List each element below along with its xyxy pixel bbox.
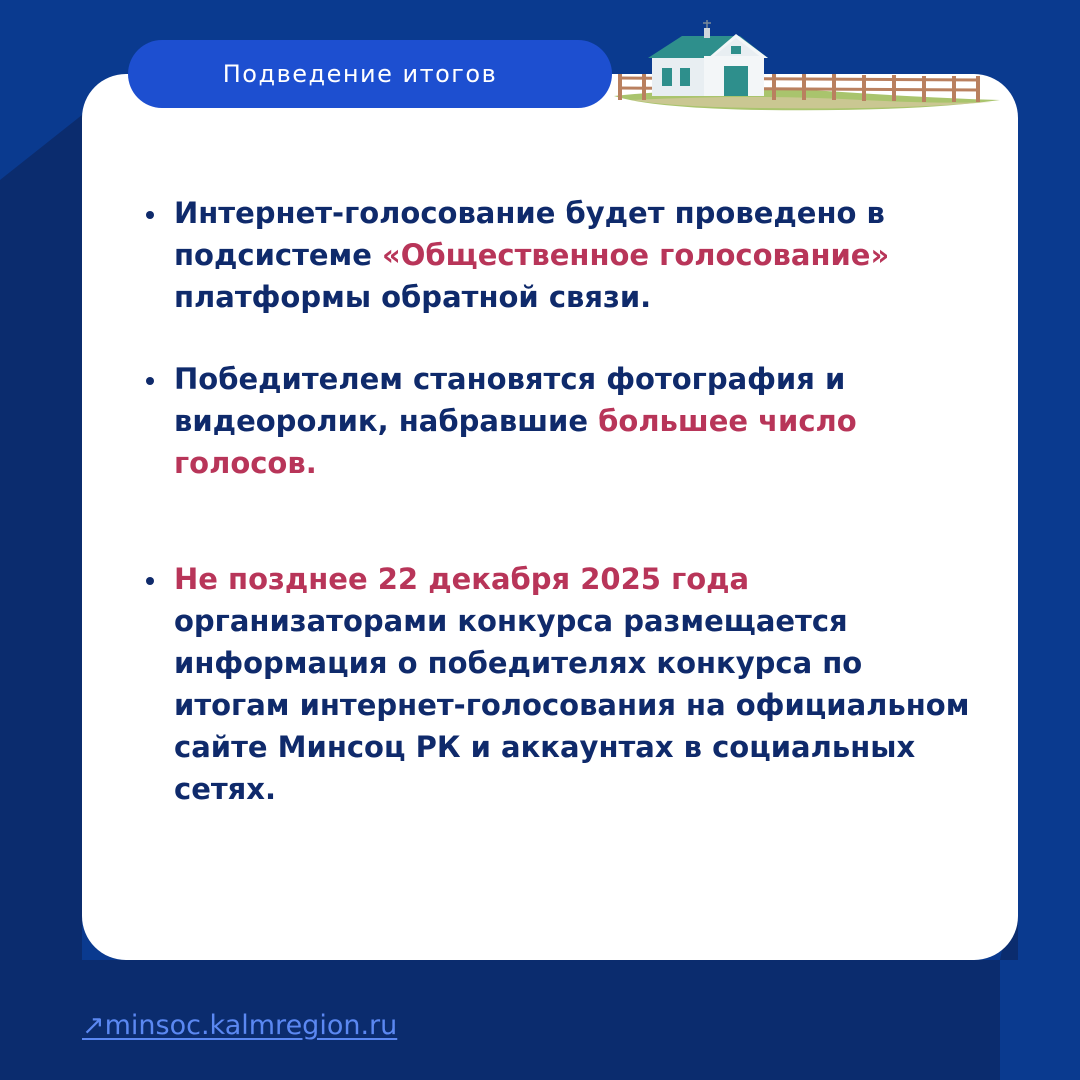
website-link[interactable]: ↗minsoc.kalmregion.ru	[82, 1010, 398, 1041]
bullet-text: Интернет-голосование будет проведено в подсистеме	[174, 196, 885, 272]
farmhouse-fence-illustration	[612, 20, 1002, 114]
bullet-item-deadline	[142, 558, 972, 810]
header-pill	[128, 40, 612, 108]
bullet-dot	[146, 577, 154, 585]
bullet-dot	[146, 211, 154, 219]
bullet-text: Победителем становятся фотография и видеоролик, набравшие	[174, 362, 846, 438]
bullet-text-after: организаторами конкурса размещается информация о победителях конкурса по итогам интернет-голосования на официальном сайте Минсоц РК и аккаунтах в социальных сетях.	[174, 604, 970, 806]
bullet-item-winners	[142, 358, 972, 484]
bullet-highlight: Не позднее 22 декабря 2025 года	[174, 562, 750, 596]
bullet-highlight: большее число голосов.	[174, 404, 857, 480]
bullet-text-after: платформы обратной связи.	[174, 280, 652, 314]
bullet-highlight: «Общественное голосование»	[382, 238, 890, 272]
header-title: Подведение итогов	[222, 60, 498, 88]
bullet-dot	[146, 377, 154, 385]
info-bullet-list	[142, 192, 972, 810]
bullet-item-online-voting	[142, 192, 972, 318]
